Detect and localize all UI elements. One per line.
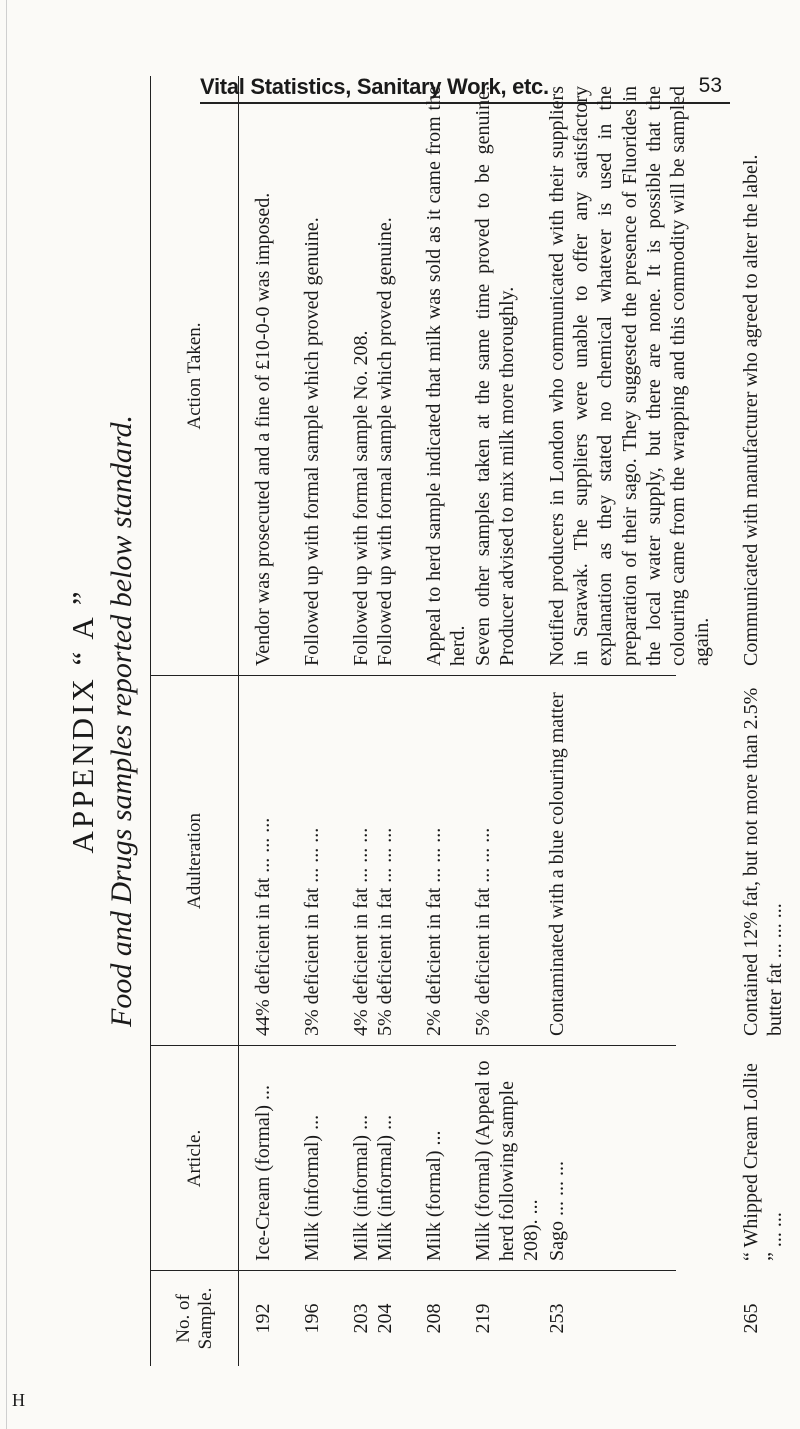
samples-table <box>150 76 787 1366</box>
page-number: 53 <box>698 74 722 97</box>
column-header-no: No. of Sample. <box>151 1271 239 1366</box>
adulteration-cell: 4% deficient in fat ... ... ... <box>350 827 372 1036</box>
column-header-adulteration: Adulteration <box>151 676 239 1046</box>
action-cell: Communicated with manufacturer who agreed to alter the label. <box>740 154 762 666</box>
article-cell: “ Whipped Cream Lollie ” ... ... <box>740 1063 787 1261</box>
sample-number: 196 <box>301 1303 323 1334</box>
article-cell: Milk (informal) ... <box>301 1114 323 1261</box>
sample-number: 204 <box>374 1303 396 1334</box>
article-cell: Milk (informal) ... <box>350 1114 372 1261</box>
action-cell: Appeal to herd sample indicated that milk was sold as it came from the herd. <box>423 86 470 666</box>
article-cell: Milk (informal) ... <box>374 1114 396 1261</box>
adulteration-cell: 44% deficient in fat ... ... ... <box>252 817 274 1036</box>
article-cell: Sago ... ... ... <box>546 1161 568 1261</box>
adulteration-cell: 5% deficient in fat ... ... ... <box>472 827 494 1036</box>
column-header-article: Article. <box>151 1046 239 1271</box>
sample-number: 203 <box>350 1303 372 1334</box>
rotated-appendix-table <box>55 76 787 1366</box>
appendix-title: APPENDIX “ A ” <box>65 588 100 854</box>
action-cell: Seven other samples taken at the same time proved to be genuine. Producer advised to mix milk more thoroughly. <box>472 86 519 666</box>
adulteration-cell: 5% deficient in fat ... ... ... <box>374 827 396 1036</box>
adulteration-cell: Contaminated with a blue colouring matter <box>546 692 568 1036</box>
action-cell: Followed up with formal sample No. 208. <box>350 330 372 666</box>
column-header-action: Action Taken. <box>151 76 239 676</box>
sample-number: 219 <box>472 1303 494 1334</box>
sample-number: 208 <box>423 1303 445 1334</box>
sample-number: 265 <box>740 1303 762 1334</box>
running-title: Vital Statistics, Sanitary Work, etc. <box>200 74 549 99</box>
signature-mark: H <box>12 1390 25 1410</box>
article-cell: Ice-Cream (formal) ... <box>252 1084 274 1261</box>
article-cell: Milk (formal) ... <box>423 1130 445 1261</box>
adulteration-cell: 3% deficient in fat ... ... ... <box>301 827 323 1036</box>
sample-number: 253 <box>546 1303 568 1334</box>
article-cell: Milk (formal) (Appeal to herd following sample 208). ... <box>472 1060 543 1261</box>
action-cell: Vendor was prosecuted and a fine of £10-0-0 was imposed. <box>252 192 274 666</box>
appendix-subtitle: Food and Drugs samples reported below standard. <box>105 415 138 1027</box>
page-edge-line <box>6 0 7 1429</box>
sample-number: 192 <box>252 1303 274 1334</box>
action-cell: Followed up with formal sample which proved genuine. <box>374 217 396 666</box>
adulteration-cell: 2% deficient in fat ... ... ... <box>423 827 445 1036</box>
action-cell: Followed up with formal sample which proved genuine. <box>301 217 323 666</box>
action-cell: Notified producers in London who communicated with their suppliers in Sarawak. The suppliers were unable to offer any satisfactory explanation as they stated no chemical whatever is used in the preparation of their sago. They suggested the presence of Fluorides in the local water supply, but there are none. It is possible that the colouring came from the wrapping and this commodity will be sampled again. <box>546 86 714 666</box>
adulteration-cell: Contained 12% fat, but not more than 2.5% butter fat ... ... ... <box>740 687 787 1036</box>
